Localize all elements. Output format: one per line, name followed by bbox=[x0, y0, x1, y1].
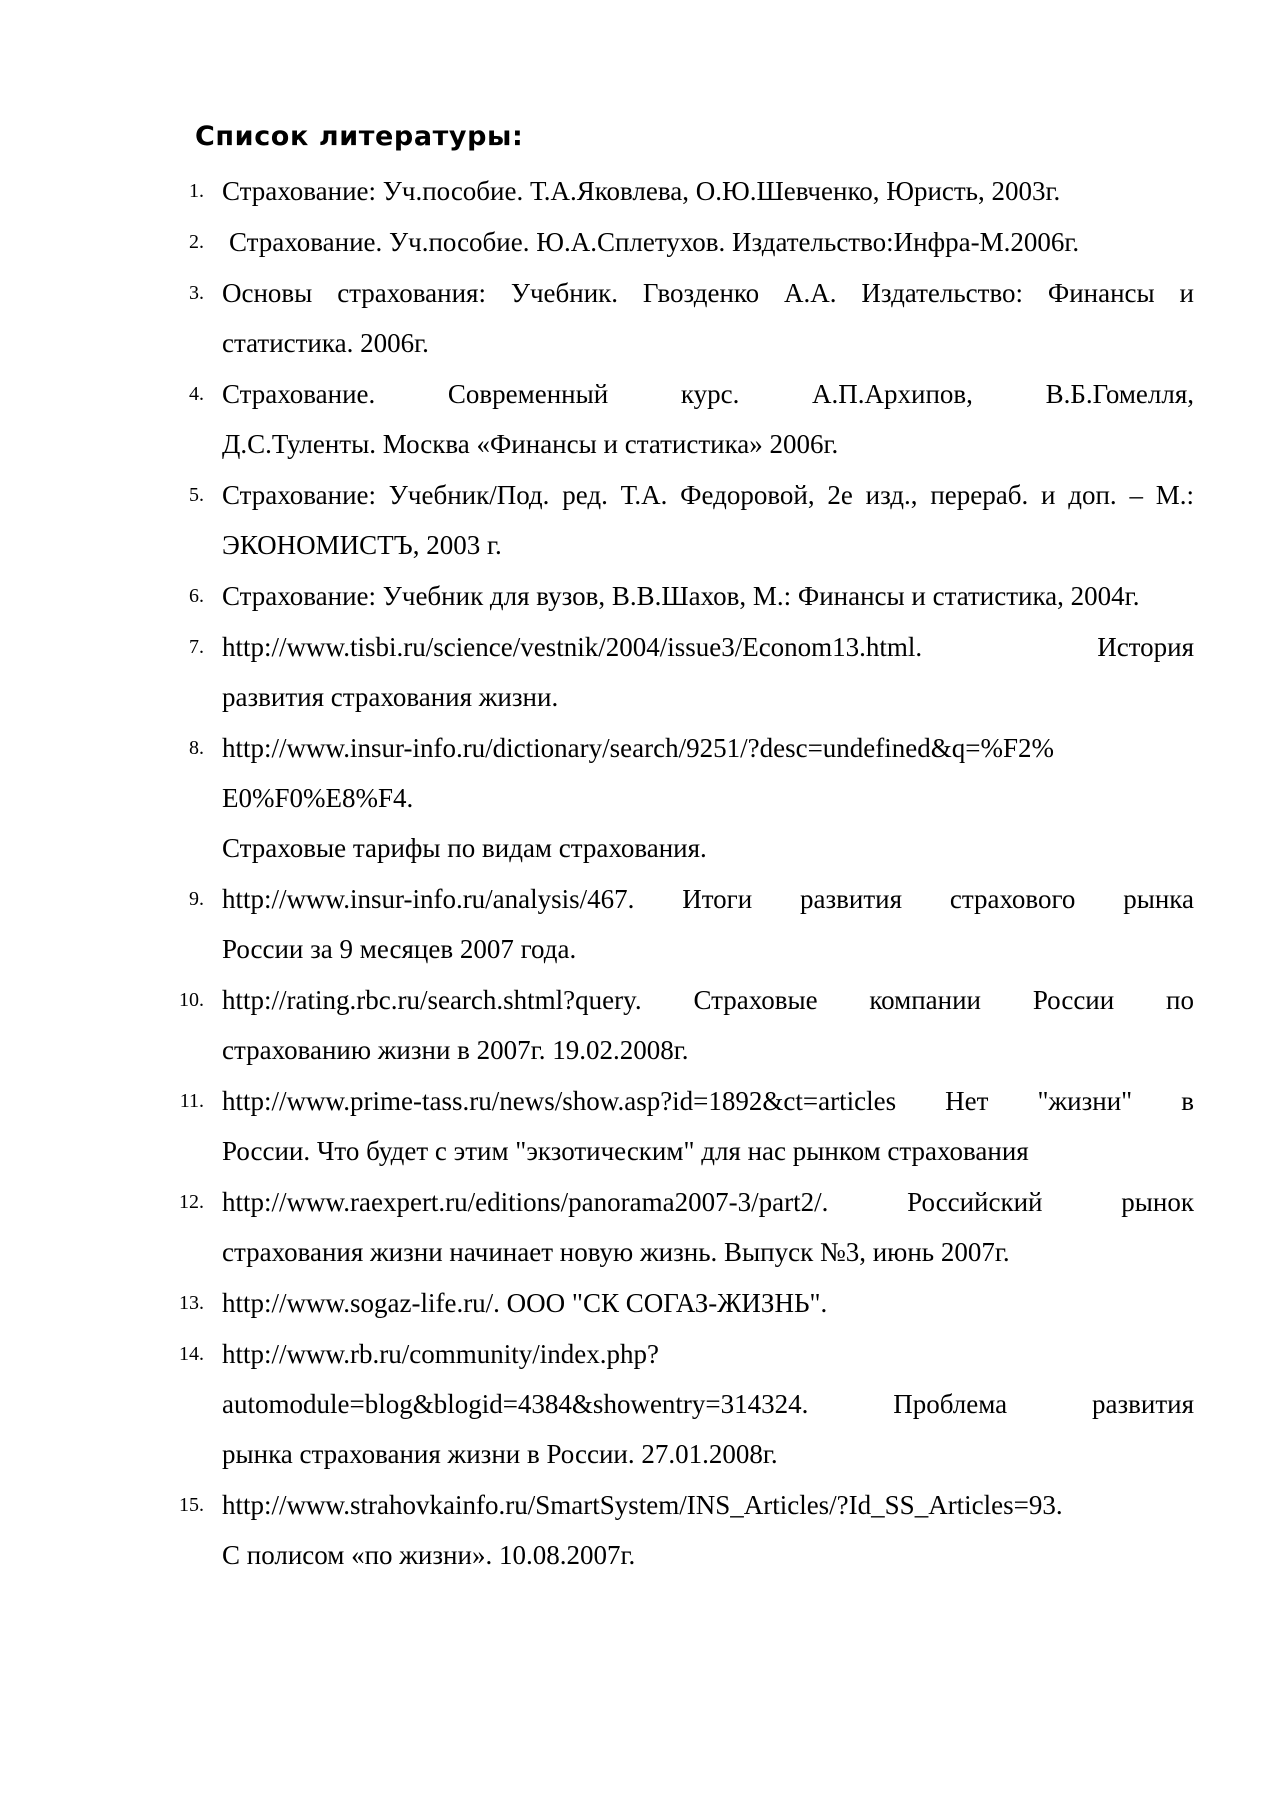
reference-url-line: http://www.strahovkainfo.ru/SmartSystem/INS_Articles/?Id_SS_Articles=93. bbox=[222, 1490, 1063, 1520]
reference-number: 10. bbox=[179, 989, 204, 1011]
reference-number: 7. bbox=[189, 636, 204, 658]
reference-number: 15. bbox=[179, 1494, 204, 1516]
reference-text: Страхование: Учебник для вузов, В.В.Шахов, М.: Финансы и статистика, 2004г. bbox=[222, 581, 1140, 611]
reference-text: http://www.sogaz-life.ru/. ООО "СК СОГАЗ-ЖИЗНЬ". bbox=[222, 1288, 828, 1318]
reference-text bbox=[222, 1177, 1194, 1277]
reference-item bbox=[0, 217, 1280, 267]
reference-line: страхования жизни начинает новую жизнь. Выпуск №3, июнь 2007г. bbox=[222, 1237, 1010, 1267]
reference-url-line: http://www.rb.ru/community/index.php? bbox=[222, 1339, 659, 1369]
reference-text: Страхование: Учебник/Под. ред. Т.А. Федоровой, 2е изд., перераб. и доп. – М.: ЭКОНОМИСТЪ, 2003 г. bbox=[222, 480, 1194, 560]
reference-number: 3. bbox=[189, 282, 204, 304]
reference-text bbox=[222, 369, 1194, 469]
reference-number: 4. bbox=[189, 383, 204, 405]
reference-number: 9. bbox=[189, 888, 204, 910]
reference-text bbox=[222, 975, 1194, 1075]
reference-item bbox=[0, 622, 1280, 722]
reference-text bbox=[222, 1076, 1194, 1176]
reference-item bbox=[0, 369, 1280, 469]
reference-line: Страхование. Современный курс. А.П.Архипов, В.Б.Гомелля, bbox=[222, 379, 1194, 409]
reference-line: http://www.raexpert.ru/editions/panorama2007-3/part2/. Российский рынок bbox=[222, 1187, 1194, 1217]
reference-number: 6. bbox=[189, 585, 204, 607]
reference-text: Основы страхования: Учебник. Гвозденко А.А. Издательство: Финансы и статистика. 2006г. bbox=[222, 278, 1194, 358]
reference-item bbox=[0, 571, 1280, 621]
reference-item bbox=[0, 470, 1280, 570]
reference-number: 8. bbox=[189, 737, 204, 759]
reference-text bbox=[222, 874, 1194, 974]
reference-line: Д.С.Туленты. Москва «Финансы и статистика» 2006г. bbox=[222, 429, 839, 459]
reference-item bbox=[0, 1329, 1280, 1479]
reference-number: 11. bbox=[179, 1090, 204, 1112]
reference-item bbox=[0, 975, 1280, 1075]
reference-line: http://www.insur-info.ru/analysis/467. Итоги развития страхового рынка bbox=[222, 884, 1194, 914]
reference-url-line: http://www.insur-info.ru/dictionary/search/9251/?desc=undefined&q=%F2% bbox=[222, 733, 1054, 763]
reference-item bbox=[0, 1076, 1280, 1176]
reference-line: http://www.prime-tass.ru/news/show.asp?id=1892&ct=articles Нет "жизни" в bbox=[222, 1086, 1194, 1116]
reference-line: России за 9 месяцев 2007 года. bbox=[222, 934, 577, 964]
reference-number: 12. bbox=[179, 1191, 204, 1213]
reference-line: России. Что будет с этим "экзотическим" для нас рынком страхования bbox=[222, 1136, 1029, 1166]
reference-text: Страхование: Уч.пособие. Т.А.Яковлева, О.Ю.Шевченко, Юристь, 2003г. bbox=[222, 176, 1061, 206]
reference-number: 14. bbox=[179, 1343, 204, 1365]
reference-text bbox=[222, 723, 1194, 873]
reference-item bbox=[0, 874, 1280, 974]
reference-line: http://rating.rbc.ru/search.shtml?query. Страховые компании России по bbox=[222, 985, 1194, 1015]
reference-item bbox=[0, 1278, 1280, 1328]
reference-line: рынка страхования жизни в России. 27.01.2008г. bbox=[222, 1439, 778, 1469]
reference-item bbox=[0, 1177, 1280, 1277]
reference-item bbox=[0, 166, 1280, 216]
reference-text: Страхование. Уч.пособие. Ю.А.Сплетухов. Издательство:Инфра-М.2006г. bbox=[229, 227, 1080, 257]
reference-line: страхованию жизни в 2007г. 19.02.2008г. bbox=[222, 1035, 689, 1065]
reference-line: развития страхования жизни. bbox=[222, 682, 559, 712]
reference-number: 2. bbox=[189, 231, 204, 253]
reference-line: Страховые тарифы по видам страхования. bbox=[222, 833, 707, 863]
reference-item bbox=[0, 1480, 1280, 1580]
reference-text bbox=[222, 1480, 1194, 1580]
reference-url-line: E0%F0%E8%F4. bbox=[222, 783, 414, 813]
page-title: Список литературы: bbox=[195, 121, 524, 152]
reference-line: automodule=blog&blogid=4384&showentry=314324. Проблема развития bbox=[222, 1389, 1194, 1419]
reference-number: 5. bbox=[189, 484, 204, 506]
reference-number: 1. bbox=[189, 180, 204, 202]
reference-line: С полисом «по жизни». 10.08.2007г. bbox=[222, 1540, 636, 1570]
reference-text bbox=[222, 1329, 1194, 1479]
reference-text bbox=[222, 622, 1194, 722]
reference-number: 13. bbox=[179, 1292, 204, 1314]
reference-item bbox=[0, 723, 1280, 873]
reference-list bbox=[0, 166, 1280, 1581]
reference-item bbox=[0, 268, 1280, 368]
reference-line: http://www.tisbi.ru/science/vestnik/2004/issue3/Econom13.html. История bbox=[222, 632, 1194, 662]
